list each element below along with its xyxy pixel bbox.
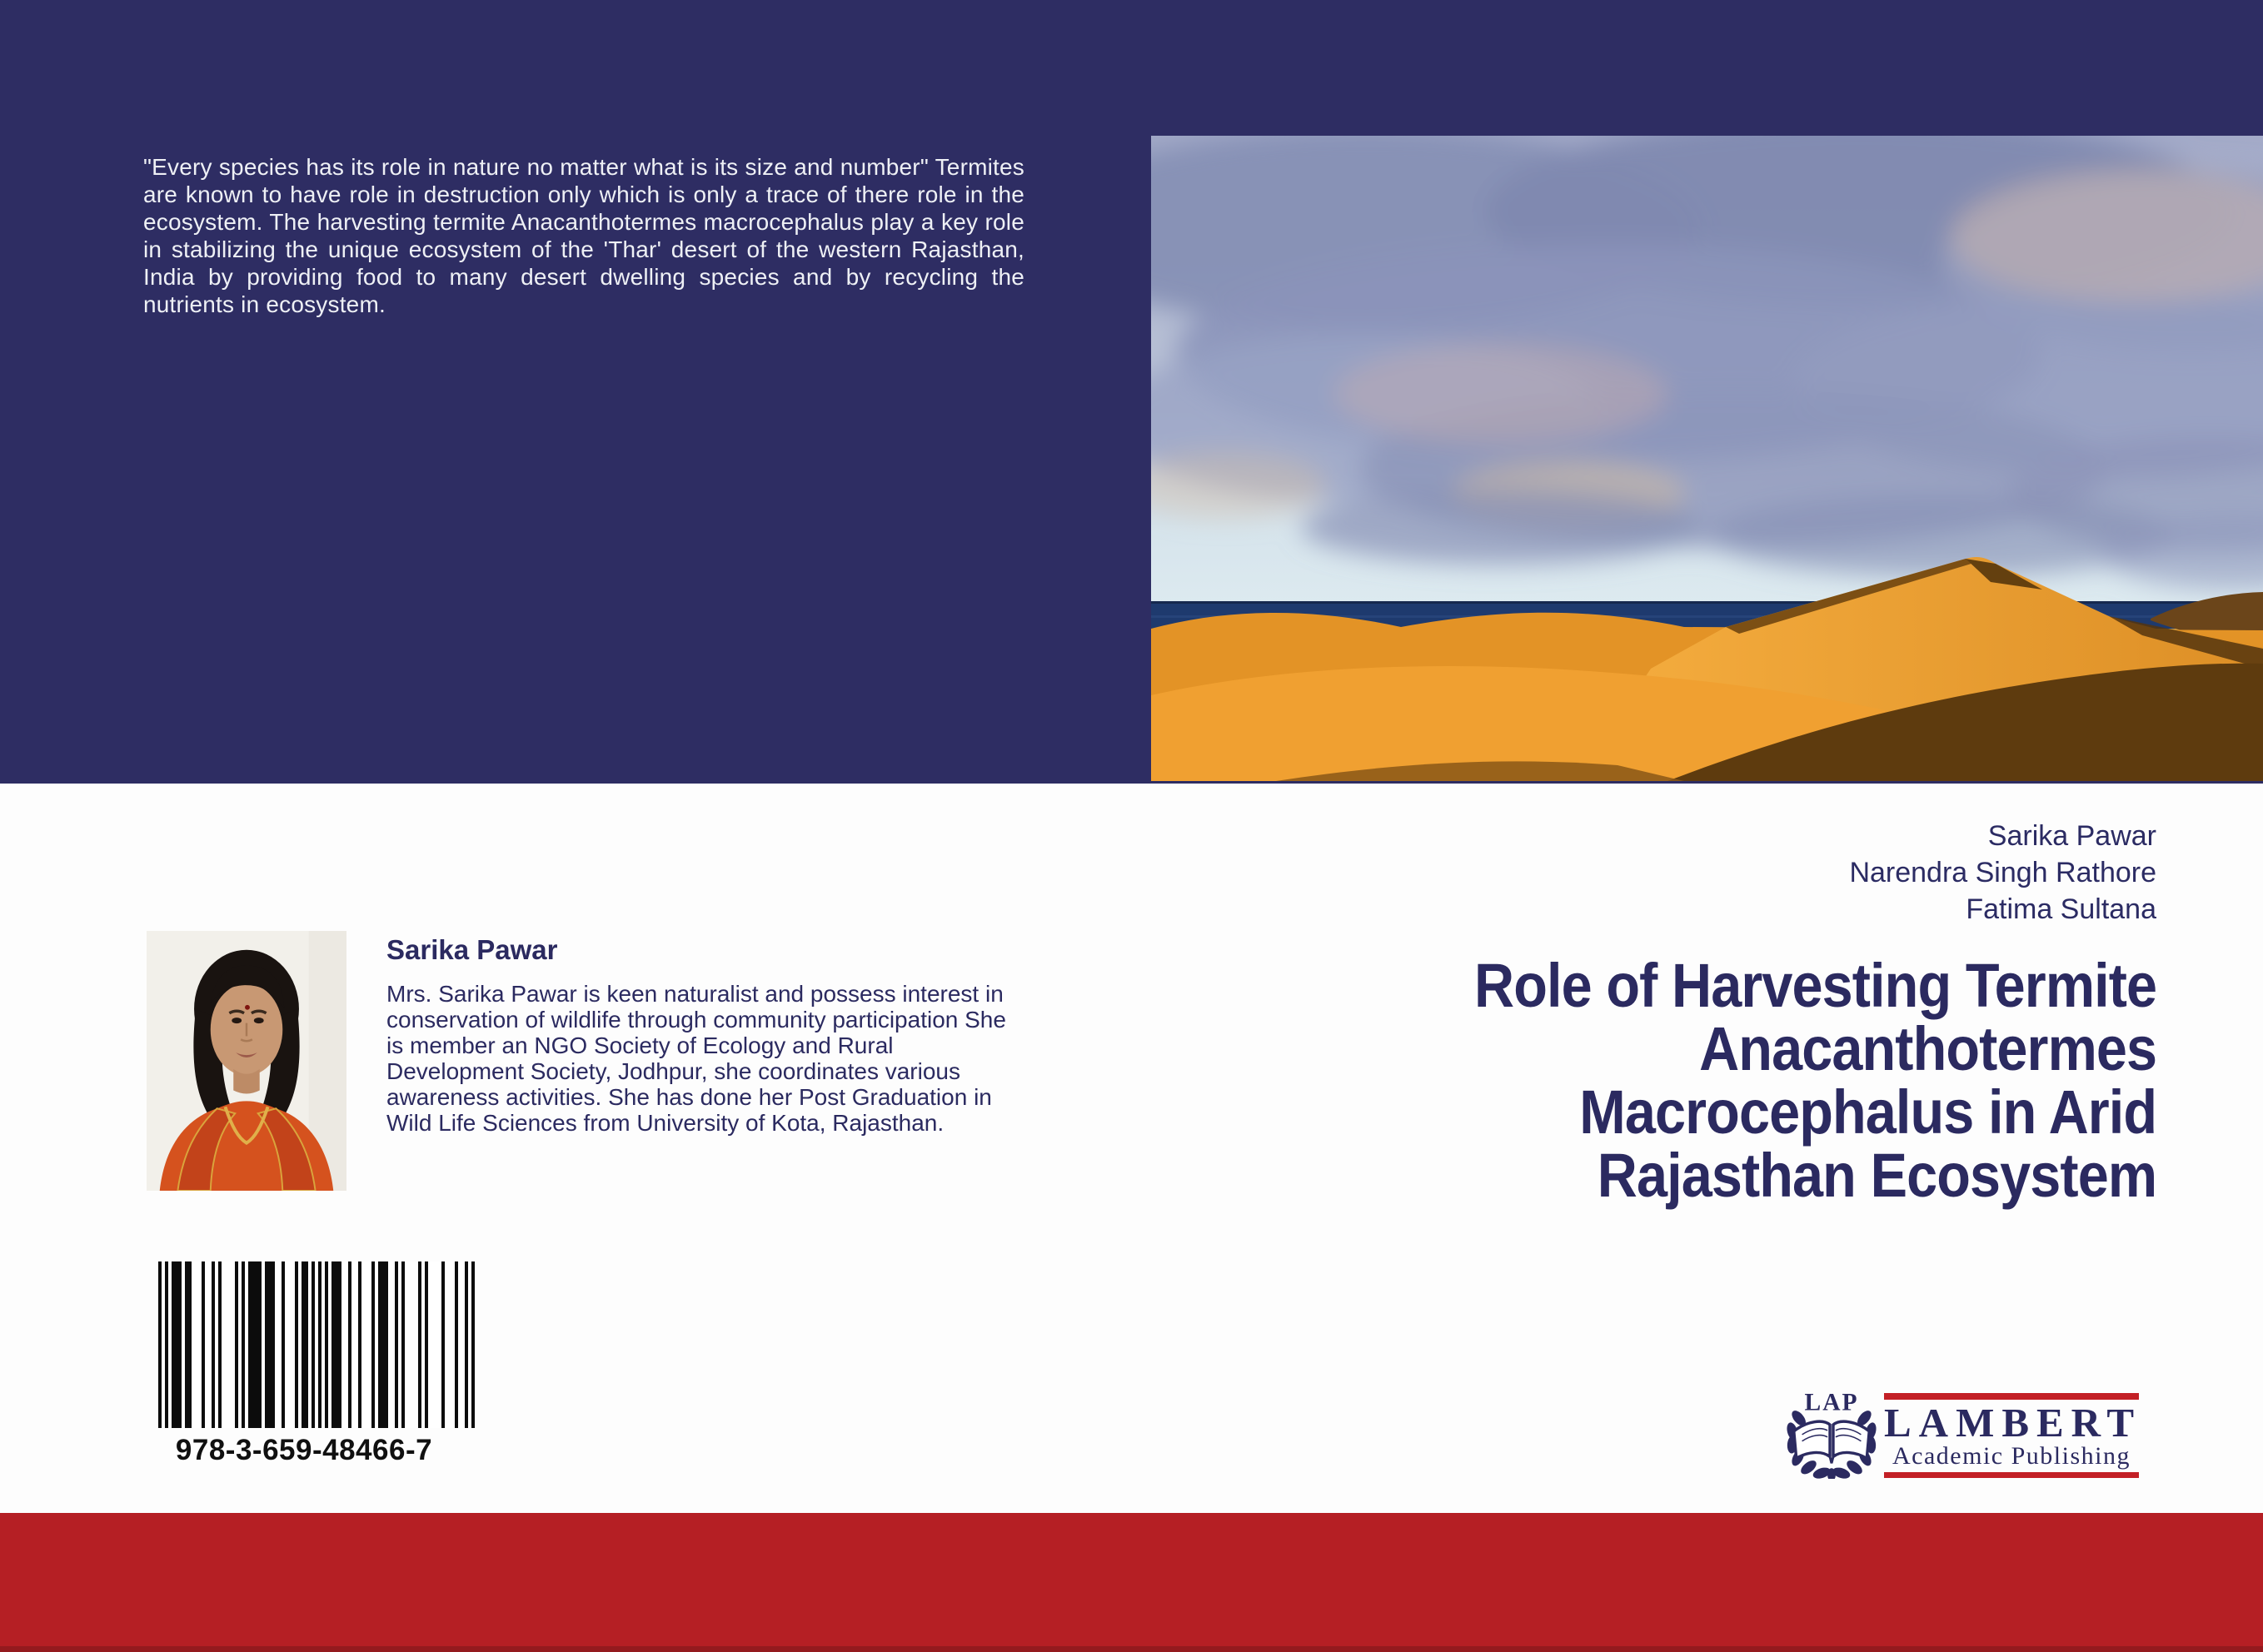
bio-text: Mrs. Sarika Pawar is keen naturalist and possess interest in conservation of wildlife through community participation She is member an NGO Society of Ecology and Rural Development Society, Jodhpur, she coordinates various awareness activities. She has done her Post Graduation in Wild Life Sciences from University of Kota, Rajasthan. — [386, 981, 1006, 1136]
author-name-2: Narendra Singh Rathore — [1849, 857, 2156, 888]
lap-open-book-icon — [1794, 1421, 1869, 1463]
logo-rule-top — [1884, 1393, 2139, 1400]
title-line-4: Rajasthan Ecosystem — [1597, 1141, 2156, 1210]
lap-emblem — [1782, 1381, 1881, 1479]
logo-rule-bottom — [1884, 1472, 2139, 1478]
clouds — [1151, 136, 2263, 590]
author-name-1: Sarika Pawar — [1987, 820, 2156, 852]
back-cover-quote: "Every species has its role in nature no matter what is its size and number" Termites are known to have role in destruction only which is only a trace of there role in the ecosystem. The harvesting termite Anacanthotermes macrocephalus play a key role in stabilizing the unique ecosystem of the 'Thar' desert of the western Rajasthan, India by providing food to many desert dwelling species and by recycling the nutrients in ecosystem. — [143, 154, 1024, 317]
title-line-3: Macrocephalus in Arid — [1579, 1077, 2156, 1147]
book-title — [1473, 951, 2156, 1210]
isbn-number: 978-3-659-48466-7 — [175, 1434, 433, 1466]
lap-emblem-art — [1782, 1381, 1881, 1479]
title-line-2: Anacanthotermes — [1698, 1014, 2156, 1083]
desert-photo-art — [1151, 136, 2263, 781]
author-photo — [147, 931, 346, 1191]
top-navy-banner — [0, 0, 2263, 784]
author-list — [1849, 818, 2156, 928]
title-line-1: Role of Harvesting Termite — [1473, 951, 2156, 1020]
author-photo-art — [147, 931, 346, 1191]
bottom-red-bar — [0, 1513, 2263, 1652]
bio-author-name: Sarika Pawar — [386, 934, 558, 965]
author-name-3: Fatima Sultana — [1966, 893, 2156, 925]
isbn-barcode — [158, 1261, 475, 1428]
desert-photo — [1151, 136, 2263, 781]
publisher-wordmark — [1884, 1393, 2142, 1478]
publisher-name: LAMBERT — [1884, 1400, 2142, 1446]
lap-emblem-text: LAP — [1804, 1389, 1859, 1416]
publisher-subtitle: Academic Publishing — [1892, 1442, 2131, 1470]
